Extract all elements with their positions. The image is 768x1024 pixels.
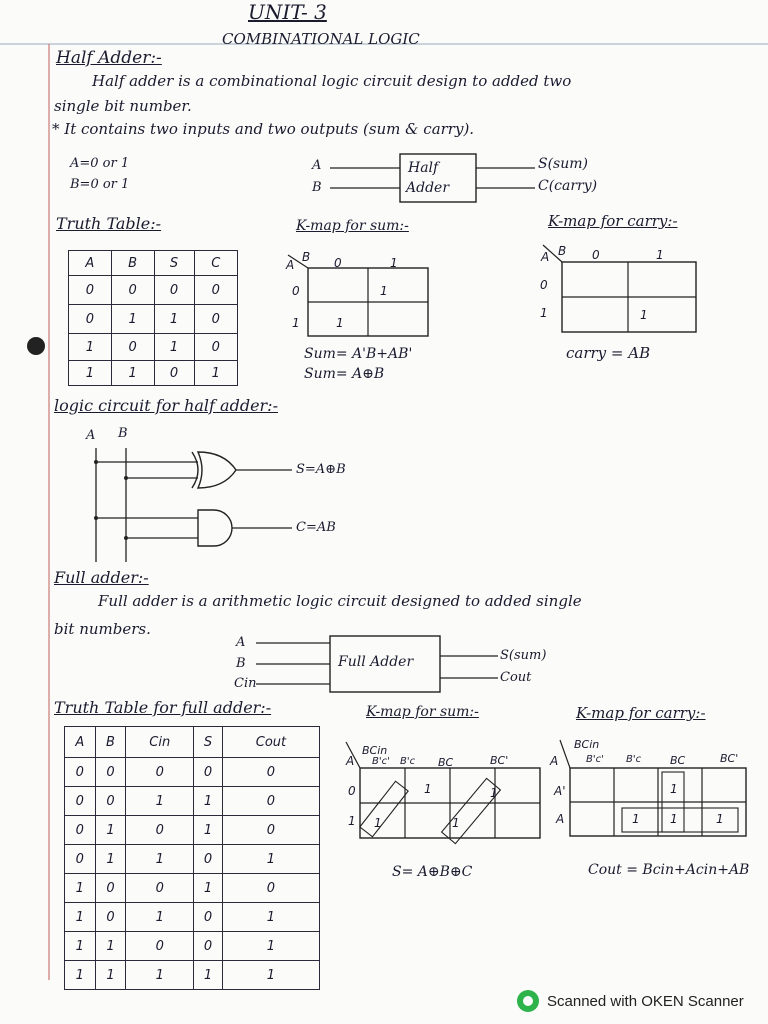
output-carry: C(carry) <box>538 178 598 194</box>
table-cell: 1 <box>111 305 154 334</box>
gate-input-b: B <box>118 426 128 441</box>
table-cell: 0 <box>194 334 237 361</box>
full-kmap-sum-title: K-map for sum:- <box>366 704 479 720</box>
kmap-col-label: B'c' <box>586 754 604 765</box>
table-cell: 0 <box>194 276 237 305</box>
table-row <box>65 961 320 990</box>
scanner-logo-icon <box>517 990 539 1012</box>
kmap-cell: 1 <box>670 812 678 826</box>
table-cell: 0 <box>65 845 96 874</box>
table-cell: 1 <box>65 874 96 903</box>
table-header-cell: Cin <box>126 727 194 758</box>
table-cell: 0 <box>154 276 194 305</box>
table-cell: 0 <box>194 305 237 334</box>
full-block-input-b: B <box>236 656 246 671</box>
kmap-row-label: 1 <box>348 814 356 828</box>
block-input-a: A <box>312 158 322 173</box>
table-cell: 0 <box>194 758 223 787</box>
table-header-cell: C <box>194 251 237 276</box>
table-row <box>69 361 238 386</box>
table-cell: 0 <box>95 787 126 816</box>
table-row <box>65 903 320 932</box>
table-cell: 0 <box>69 305 112 334</box>
table-cell: 1 <box>154 305 194 334</box>
table-cell: 0 <box>65 787 96 816</box>
scanner-watermark <box>517 990 744 1012</box>
carry-equation: carry = AB <box>566 344 651 362</box>
table-row <box>65 816 320 845</box>
kmap-col-label: BC' <box>720 752 739 765</box>
table-cell: 1 <box>194 787 223 816</box>
kmap-cell: 1 <box>380 284 388 298</box>
kmap-row-label: A' <box>554 784 566 798</box>
kmap-col-label: 1 <box>390 256 398 270</box>
full-output-cout: Cout <box>500 670 532 685</box>
table-cell: 0 <box>222 816 319 845</box>
table-row <box>69 276 238 305</box>
table-cell: 1 <box>65 903 96 932</box>
table-cell: 0 <box>95 874 126 903</box>
table-row <box>65 845 320 874</box>
xor-output: S=A⊕B <box>296 462 346 477</box>
kmap-row-label: 0 <box>292 284 300 298</box>
kmap-carry-title: K-map for carry:- <box>548 212 678 230</box>
table-row <box>65 932 320 961</box>
unit-title: UNIT- 3 <box>248 0 327 24</box>
kmap-row-var: A <box>286 258 295 272</box>
table-cell: 1 <box>194 816 223 845</box>
table-cell: 1 <box>194 361 237 386</box>
kmap-col-var: B <box>558 244 567 258</box>
full-cout-equation: Cout = Bcin+Acin+AB <box>588 862 750 878</box>
table-row <box>65 874 320 903</box>
table-header-row <box>65 727 320 758</box>
table-row <box>65 787 320 816</box>
table-cell: 0 <box>222 874 319 903</box>
table-cell: 1 <box>69 361 112 386</box>
kmap-cell: 1 <box>490 786 498 800</box>
table-cell: 1 <box>95 816 126 845</box>
kmap-row-label: 1 <box>540 306 548 320</box>
kmap-row-var: A <box>541 250 550 264</box>
half-adder-heading: Half Adder:- <box>56 48 162 68</box>
kmap-cell: 1 <box>640 308 648 322</box>
kmap-col-label: BC' <box>490 754 509 767</box>
kmap-row-label: A <box>556 812 565 826</box>
table-cell: 0 <box>154 361 194 386</box>
full-truth-title: Truth Table for full adder:- <box>54 698 272 717</box>
logic-circuit-title: logic circuit for half adder:- <box>54 396 278 415</box>
kmap-row-var: A <box>550 754 559 768</box>
table-cell: 1 <box>222 903 319 932</box>
kmap-row-label: 0 <box>540 278 548 292</box>
table-header-cell: B <box>111 251 154 276</box>
table-cell: 0 <box>95 903 126 932</box>
half-adder-def-line3: * It contains two inputs and two outputs (sum & carry). <box>52 120 475 138</box>
table-cell: 0 <box>194 845 223 874</box>
table-cell: 1 <box>222 961 319 990</box>
full-block-label: Full Adder <box>338 654 414 670</box>
table-cell: 1 <box>222 932 319 961</box>
kmap-cell: 1 <box>716 812 724 826</box>
table-cell: 0 <box>222 758 319 787</box>
full-output-sum: S(sum) <box>500 648 547 663</box>
table-cell: 0 <box>126 874 194 903</box>
table-cell: 1 <box>126 787 194 816</box>
full-adder-truth-table <box>64 726 320 990</box>
truth-table-title: Truth Table:- <box>56 214 162 233</box>
sum-equation-1: Sum= A'B+AB' <box>304 346 413 362</box>
table-header-cell: A <box>65 727 96 758</box>
table-cell: 1 <box>126 845 194 874</box>
kmap-cell: 1 <box>670 782 678 796</box>
kmap-cell: 1 <box>632 812 640 826</box>
table-cell: 0 <box>111 276 154 305</box>
block-input-b: B <box>312 180 322 195</box>
table-cell: 0 <box>126 816 194 845</box>
table-cell: 1 <box>95 961 126 990</box>
kmap-row-label: 1 <box>292 316 300 330</box>
kmap-corner-label: BCin <box>574 738 600 751</box>
kmap-col-label: B'c' <box>372 756 390 767</box>
table-header-cell: S <box>194 727 223 758</box>
table-cell: 0 <box>65 816 96 845</box>
table-header-row <box>69 251 238 276</box>
full-block-input-a: A <box>236 635 246 650</box>
table-cell: 1 <box>95 932 126 961</box>
table-cell: 0 <box>126 758 194 787</box>
half-adder-def-line1: Half adder is a combinational logic circuit design to added two <box>92 72 572 90</box>
kmap-cell: 1 <box>452 816 460 830</box>
table-header-cell: B <box>95 727 126 758</box>
table-cell: 0 <box>111 334 154 361</box>
half-block-label-1: Half <box>408 160 439 176</box>
table-cell: 1 <box>126 903 194 932</box>
kmap-cell: 1 <box>374 816 382 830</box>
table-cell: 1 <box>222 845 319 874</box>
table-cell: 0 <box>65 758 96 787</box>
kmap-col-var: B <box>302 250 311 264</box>
half-block-label-2: Adder <box>406 180 450 196</box>
kmap-col-label: 0 <box>334 256 342 270</box>
scanner-text: Scanned with OKEN Scanner <box>547 992 744 1010</box>
full-kmap-carry-title: K-map for carry:- <box>576 704 706 722</box>
sum-equation-2: Sum= A⊕B <box>304 366 385 382</box>
subject-title: COMBINATIONAL LOGIC <box>222 30 420 48</box>
table-cell: 0 <box>194 903 223 932</box>
table-cell: 1 <box>111 361 154 386</box>
kmap-row-var: A <box>346 754 355 768</box>
table-cell: 1 <box>194 961 223 990</box>
input-b-values: B=0 or 1 <box>70 177 130 192</box>
table-header-cell: Cout <box>222 727 319 758</box>
output-sum: S(sum) <box>538 156 588 172</box>
table-row <box>69 334 238 361</box>
table-header-cell: A <box>69 251 112 276</box>
full-adder-def-line1: Full adder is a arithmetic logic circuit designed to added single <box>98 592 582 610</box>
table-cell: 0 <box>126 932 194 961</box>
input-a-values: A=0 or 1 <box>70 156 130 171</box>
and-output: C=AB <box>296 520 336 535</box>
kmap-col-label: B'c <box>626 754 642 765</box>
table-cell: 1 <box>95 845 126 874</box>
table-row <box>65 758 320 787</box>
kmap-cell: 1 <box>424 782 432 796</box>
full-sum-equation: S= A⊕B⊕C <box>392 864 473 880</box>
table-cell: 1 <box>69 334 112 361</box>
table-cell: 0 <box>222 787 319 816</box>
full-block-input-cin: Cin <box>234 676 257 691</box>
table-cell: 1 <box>154 334 194 361</box>
kmap-cell: 1 <box>336 316 344 330</box>
half-adder-def-line2: single bit number. <box>54 97 192 115</box>
kmap-col-label: B'c <box>400 756 416 767</box>
full-adder-def-line2: bit numbers. <box>54 620 151 638</box>
kmap-sum-title: K-map for sum:- <box>296 218 409 234</box>
half-adder-truth-table <box>68 250 238 386</box>
kmap-col-label: 0 <box>592 248 600 262</box>
table-cell: 0 <box>95 758 126 787</box>
table-row <box>69 305 238 334</box>
kmap-col-label: BC <box>670 754 686 767</box>
kmap-col-label: 1 <box>656 248 664 262</box>
full-adder-heading: Full adder:- <box>54 568 149 587</box>
table-cell: 1 <box>65 932 96 961</box>
table-cell: 1 <box>65 961 96 990</box>
kmap-row-label: 0 <box>348 784 356 798</box>
kmap-col-label: BC <box>438 756 454 769</box>
gate-input-a: A <box>86 428 96 443</box>
table-cell: 0 <box>69 276 112 305</box>
kmap-corner-label: BCin <box>362 744 388 757</box>
table-cell: 1 <box>126 961 194 990</box>
table-cell: 0 <box>194 932 223 961</box>
table-cell: 1 <box>194 874 223 903</box>
table-header-cell: S <box>154 251 194 276</box>
